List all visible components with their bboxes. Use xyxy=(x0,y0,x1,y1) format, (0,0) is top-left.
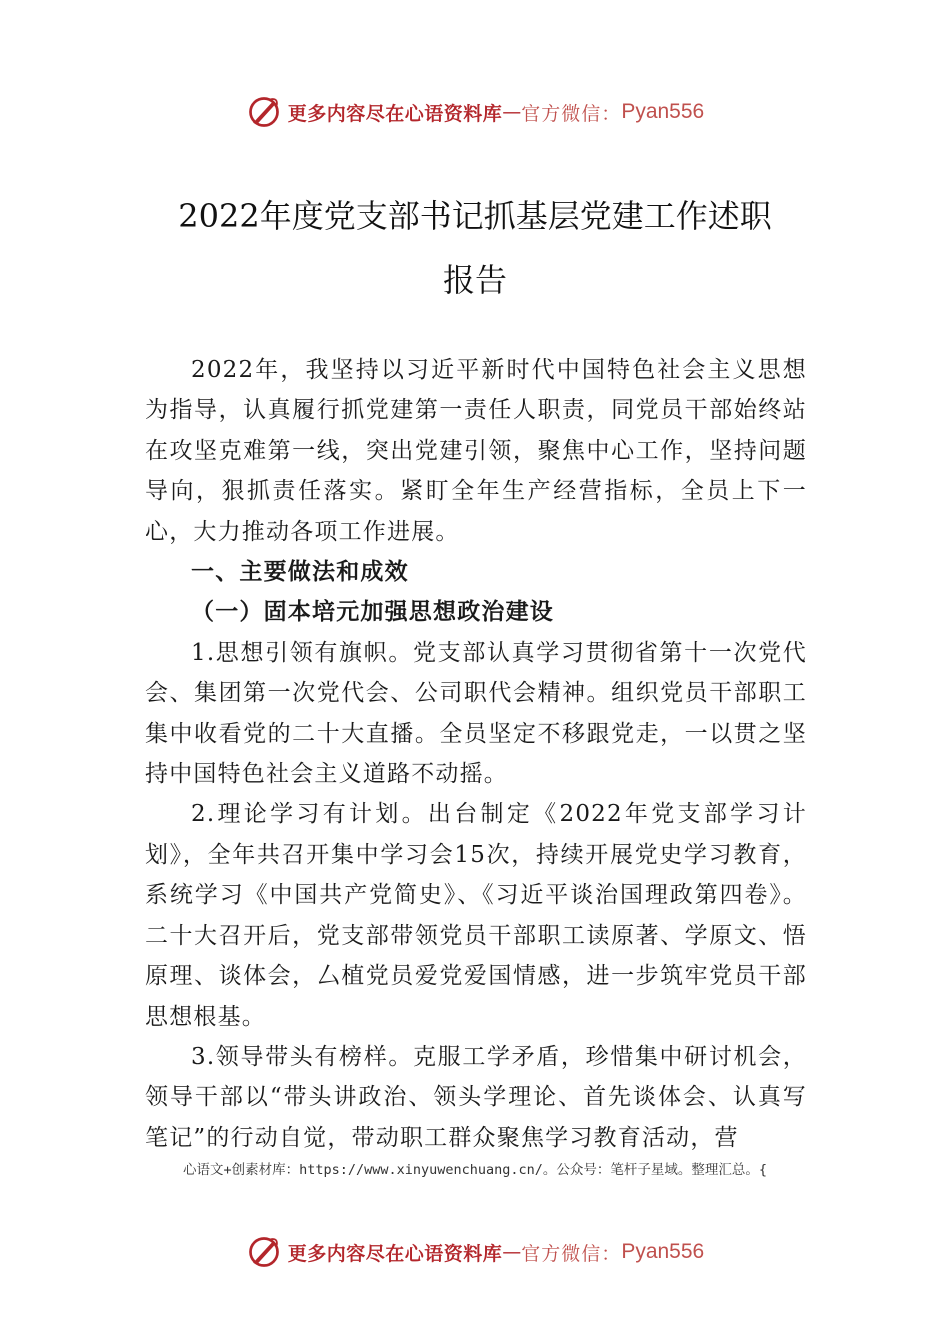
section-heading: 一、主要做法和成效 xyxy=(191,559,409,586)
banner-wechat-id: Pyan556 xyxy=(621,1240,705,1263)
banner-wechat-label: 官方微信： xyxy=(521,1242,622,1265)
header-banner xyxy=(0,92,950,132)
quill-logo-icon xyxy=(246,1234,282,1270)
document-body xyxy=(145,350,807,1158)
document-title-line2: 报告 xyxy=(442,261,507,299)
intro-paragraph: 2022年，我坚持以习近平新时代中国特色社会主义思想为指导，认真履行抓党建第一责任人职责，同党员干部始终站在攻坚克难第一线，突出党建引领，聚焦中心工作，坚持问题导向，狠抓责任落实。紧盯全年生产经营指标，全员上下一心，大力推动各项工作进展。 xyxy=(145,357,807,545)
banner-dash: — xyxy=(502,101,522,123)
banner-brand-text: 更多内容尽在心语资料库 xyxy=(287,102,503,125)
footer-source-note: 心语文+创素材库：https://www.xinyuwenchuang.cn/。公众号：笔杆子星域。整理汇总。{ xyxy=(182,1162,768,1178)
banner-brand-text: 更多内容尽在心语资料库 xyxy=(287,1242,503,1265)
banner-dash: — xyxy=(502,1241,522,1263)
quill-logo-icon xyxy=(246,94,282,130)
body-paragraph-3: 3.领导带头有榜样。克服工学矛盾，珍惜集中研讨机会，领导干部以“带头讲政治、领头学理论、首先谈体会、认真写笔记”的行动自觉，带动职工群众聚焦学习教育活动，营 xyxy=(145,1043,807,1151)
banner-wechat-id: Pyan556 xyxy=(621,100,705,123)
body-paragraph-2: 2.理论学习有计划。出台制定《2022年党支部学习计划》，全年共召开集中学习会15次，持续开展党史学习教育，系统学习《中国共产党简史》、《习近平谈治国理政第四卷》。二十大召开后，党支部带领党员干部职工读原著、学原文、悟原理、谈体会，厶植党员爱党爱国情感，进一步筑牢党员干部思想根基。 xyxy=(145,801,807,1030)
document-title-line1: 2022年度党支部书记抓基层党建工作述职 xyxy=(178,197,772,235)
banner-wechat-label: 官方微信： xyxy=(521,102,622,125)
footer-banner xyxy=(0,1232,950,1272)
subsection-heading: （一）固本培元加强思想政治建设 xyxy=(191,598,554,626)
body-paragraph-1: 1.思想引领有旗帜。党支部认真学习贯彻省第十一次党代会、集团第一次党代会、公司职代会精神。组织党员干部职工集中收看党的二十大直播。全员坚定不移跟党走，一以贯之坚持中国特色社会主义道路不动摇。 xyxy=(145,639,807,788)
